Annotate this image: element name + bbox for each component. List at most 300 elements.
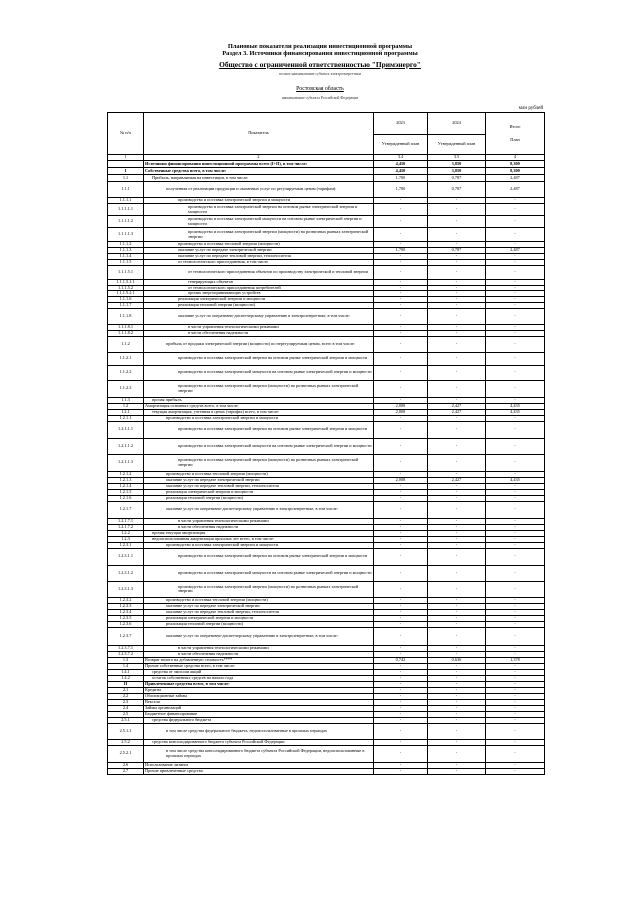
- value-2024: -: [428, 228, 486, 242]
- value-2024: 3,850: [428, 161, 486, 168]
- table-row: [108, 228, 545, 242]
- row-indicator: в части управления технологическими режимами: [144, 518, 374, 524]
- organization-name: Общество с ограниченной ответственностью "Примэнерго": [219, 60, 421, 69]
- value-total: -: [486, 705, 545, 711]
- value-2023: -: [374, 768, 428, 774]
- value-total: -: [486, 242, 545, 248]
- value-2024: -: [428, 651, 486, 657]
- col-header-plan-2024: Утвержденный план: [428, 135, 486, 155]
- value-total: -: [486, 302, 545, 308]
- row-indicator: оказание услуг по передаче электрической энергии: [144, 603, 374, 609]
- row-indicator: производство и поставка тепловой энергии (мощности): [144, 471, 374, 477]
- value-2023: -: [374, 717, 428, 723]
- value-2023: -: [374, 693, 428, 699]
- value-total: -: [486, 603, 545, 609]
- value-total: -: [486, 615, 545, 621]
- value-total: -: [486, 524, 545, 530]
- value-total: -: [486, 548, 545, 565]
- row-indicator: производство и поставка электрической мощности на оптовом рынке электрической энергии и мощности: [144, 216, 374, 228]
- row-indicator: Облигационные займы: [144, 693, 374, 699]
- value-total: -: [486, 204, 545, 216]
- value-total: -: [486, 438, 545, 454]
- value-2024: 2,427: [428, 477, 486, 483]
- value-2023: -: [374, 762, 428, 768]
- value-2024: -: [428, 669, 486, 675]
- value-2023: -: [374, 471, 428, 477]
- value-2023: -: [374, 603, 428, 609]
- row-indicator: в том числе средства федерального бюджета, недоиспользованные в прошлых периодах: [144, 723, 374, 739]
- value-total: -: [486, 675, 545, 681]
- value-2023: -: [374, 711, 428, 717]
- value-2024: -: [428, 266, 486, 280]
- value-2024: -: [428, 242, 486, 248]
- row-indicator: производство и поставка электрической энергии (мощности) на розничных рынках электрической энергии: [144, 581, 374, 597]
- row-number: 2.5.1.1: [108, 723, 144, 739]
- row-number: 1.1.1.5.2: [108, 285, 144, 291]
- table-row: [108, 627, 545, 645]
- value-total: -: [486, 663, 545, 669]
- value-2023: -: [374, 581, 428, 597]
- col-header-number: № п/п: [108, 113, 144, 155]
- value-2023: 4,450: [374, 168, 428, 175]
- value-2023: -: [374, 242, 428, 248]
- table-row: [108, 768, 545, 774]
- value-2024: -: [428, 615, 486, 621]
- value-2023: -: [374, 548, 428, 565]
- value-2024: 3,850: [428, 168, 486, 175]
- value-2023: -: [374, 198, 428, 204]
- row-number: 1.1.2.2: [108, 365, 144, 380]
- row-number: 1.2.2: [108, 530, 144, 536]
- table-row: [108, 352, 545, 365]
- row-number: 1.2: [108, 403, 144, 409]
- row-indicator: от технологического присоединения объектов по производству электрической и тепловой энергии: [144, 266, 374, 280]
- value-total: -: [486, 536, 545, 542]
- value-2024: -: [428, 627, 486, 645]
- row-number: 1.1.1.1.1: [108, 204, 144, 216]
- region-caption: наименование субъекта Российской Федерации: [281, 96, 359, 100]
- value-total: -: [486, 308, 545, 324]
- row-number: 1.2.1.6: [108, 495, 144, 501]
- row-indicator: оказание услуг по передаче электрической энергии: [144, 248, 374, 254]
- row-number: 1.2.3.6: [108, 621, 144, 627]
- row-indicator: производство и поставка электрической мощности на оптовом рынке электрической энергии и мощности: [144, 565, 374, 581]
- value-2024: -: [428, 280, 486, 286]
- row-indicator: реализация тепловой энергии (мощности): [144, 302, 374, 308]
- row-number: 1.2.1.7.1: [108, 518, 144, 524]
- value-2024: -: [428, 471, 486, 477]
- value-2023: -: [374, 723, 428, 739]
- row-number: 1.2.1.7.2: [108, 524, 144, 530]
- value-total: -: [486, 669, 545, 675]
- table-row: [108, 380, 545, 397]
- value-2024: -: [428, 693, 486, 699]
- table-row: [108, 182, 545, 198]
- value-2024: -: [428, 421, 486, 438]
- value-total: -: [486, 336, 545, 352]
- value-2023: -: [374, 365, 428, 380]
- row-number: 1.2.3.2: [108, 597, 144, 603]
- row-number: [108, 161, 144, 168]
- value-total: -: [486, 280, 545, 286]
- value-total: -: [486, 397, 545, 403]
- title-line-2: Раздел 3. Источники финансирования инвестиционной программы: [222, 50, 418, 57]
- value-2023: -: [374, 254, 428, 260]
- value-total: -: [486, 681, 545, 687]
- row-number: 1.1.1.8.1: [108, 324, 144, 330]
- row-indicator: в части управления технологическими режимами: [144, 645, 374, 651]
- document-title: [0, 43, 640, 57]
- value-2024: -: [428, 198, 486, 204]
- row-number: 1.1.1.8: [108, 308, 144, 324]
- value-total: -: [486, 198, 545, 204]
- row-number: II: [108, 681, 144, 687]
- row-number: 1.2.3.1.3: [108, 581, 144, 597]
- value-2024: -: [428, 308, 486, 324]
- value-total: -: [486, 530, 545, 536]
- value-2024: -: [428, 717, 486, 723]
- row-number: 1.1.1.1.2: [108, 216, 144, 228]
- value-total: -: [486, 687, 545, 693]
- row-number: 1.1.1: [108, 182, 144, 198]
- value-2024: -: [428, 330, 486, 336]
- value-2023: 1,700: [374, 182, 428, 198]
- value-2023: -: [374, 597, 428, 603]
- value-2024: 2,427: [428, 403, 486, 409]
- investment-sources-table: [107, 112, 545, 775]
- value-2024: -: [428, 438, 486, 454]
- row-indicator: недоиспользованная амортизация прошлых лет всего, в том числе:: [144, 536, 374, 542]
- value-2024: -: [428, 397, 486, 403]
- row-number: 1.1.1.5: [108, 260, 144, 266]
- row-number: 2.4: [108, 705, 144, 711]
- value-total: -: [486, 565, 545, 581]
- value-total: -: [486, 291, 545, 297]
- row-number: 2.1: [108, 687, 144, 693]
- value-2023: 4,450: [374, 161, 428, 168]
- value-2024: -: [428, 681, 486, 687]
- table-body: [108, 161, 545, 775]
- value-2024: -: [428, 621, 486, 627]
- table-row: [108, 565, 545, 581]
- value-2023: -: [374, 483, 428, 489]
- row-indicator: генерирующих объектов: [144, 280, 374, 286]
- value-2023: -: [374, 397, 428, 403]
- value-total: -: [486, 421, 545, 438]
- row-number: 1.2.1: [108, 409, 144, 415]
- value-2023: -: [374, 285, 428, 291]
- col-index: 3.4: [374, 155, 428, 161]
- units-label: млн рублей: [518, 106, 543, 111]
- value-2023: -: [374, 415, 428, 421]
- value-total: 4,435: [486, 409, 545, 415]
- value-2024: -: [428, 687, 486, 693]
- row-number: 1.2.3.1.2: [108, 565, 144, 581]
- value-total: -: [486, 483, 545, 489]
- value-total: -: [486, 693, 545, 699]
- row-indicator: производство и поставка электрической энергии на оптовом рынке электрической энергии и мощности: [144, 548, 374, 565]
- value-total: -: [486, 266, 545, 280]
- table-row: [108, 175, 545, 182]
- value-2024: -: [428, 483, 486, 489]
- value-2023: -: [374, 681, 428, 687]
- value-2024: -: [428, 380, 486, 397]
- row-indicator: в части управления технологическими режимами: [144, 324, 374, 330]
- value-2023: 2,008: [374, 403, 428, 409]
- row-indicator: производство и поставка электрической энергии и мощности: [144, 415, 374, 421]
- value-total: -: [486, 739, 545, 745]
- table-row: [108, 168, 545, 175]
- row-indicator: Кредиты: [144, 687, 374, 693]
- value-total: -: [486, 324, 545, 330]
- row-indicator: оказание услуг по передаче электрической энергии: [144, 477, 374, 483]
- value-total: -: [486, 352, 545, 365]
- value-2024: -: [428, 645, 486, 651]
- row-indicator: производство и поставка тепловой энергии (мощности): [144, 242, 374, 248]
- row-number: 1.1: [108, 175, 144, 182]
- value-2024: 0,787: [428, 182, 486, 198]
- table-row: [108, 421, 545, 438]
- row-indicator: Векселя: [144, 699, 374, 705]
- row-number: 2.7: [108, 768, 144, 774]
- value-2023: 1,700: [374, 175, 428, 182]
- value-2024: -: [428, 536, 486, 542]
- row-indicator: оказание услуг по передаче тепловой энергии, теплоносителя: [144, 609, 374, 615]
- value-2023: -: [374, 518, 428, 524]
- value-2024: 0,787: [428, 175, 486, 182]
- row-indicator: оказание услуг по оперативно-диспетчерскому управлению в электроэнергетике, в том числе:: [144, 627, 374, 645]
- row-number: 1.2.3.1.1: [108, 548, 144, 565]
- value-2023: -: [374, 663, 428, 669]
- row-indicator: прибыль от продажи электрической энергии (мощности) по нерегулируемым ценам, всего в том числе:: [144, 336, 374, 352]
- value-2024: -: [428, 324, 486, 330]
- value-2024: -: [428, 542, 486, 548]
- value-2024: -: [428, 254, 486, 260]
- value-total: -: [486, 768, 545, 774]
- value-total: 1,378: [486, 657, 545, 663]
- row-indicator: реализация электрической энергии и мощности: [144, 615, 374, 621]
- row-number: 2.3: [108, 699, 144, 705]
- value-2024: -: [428, 296, 486, 302]
- value-total: -: [486, 581, 545, 597]
- value-2023: -: [374, 705, 428, 711]
- value-2023: -: [374, 330, 428, 336]
- col-index: 2: [144, 155, 374, 161]
- value-2023: -: [374, 621, 428, 627]
- value-total: -: [486, 228, 545, 242]
- table-row: [108, 161, 545, 168]
- row-number: 1.2.3.3: [108, 603, 144, 609]
- row-indicator: оказание услуг по оперативно-диспетчерскому управлению в электроэнергетике, в том числе:: [144, 308, 374, 324]
- row-indicator: от технологического присоединения, в том числе: [144, 260, 374, 266]
- row-number: 1.3: [108, 657, 144, 663]
- row-indicator: производство и поставка электрической энергии на оптовом рынке электрической энергии и мощности: [144, 352, 374, 365]
- row-number: 1.1.1.5.1: [108, 266, 144, 280]
- row-indicator: Займы организаций: [144, 705, 374, 711]
- row-indicator: Источники финансирования инвестиционной программы всего (I+II), в том числе:: [144, 161, 374, 168]
- row-number: 1.2.1.1.1: [108, 421, 144, 438]
- col-header-plan-2023: Утвержденный план: [374, 135, 428, 155]
- value-2024: -: [428, 548, 486, 565]
- value-2024: -: [428, 530, 486, 536]
- value-2024: -: [428, 285, 486, 291]
- value-2024: -: [428, 489, 486, 495]
- row-indicator: Амортизация основных средств всего, в том числе:: [144, 403, 374, 409]
- value-2023: -: [374, 530, 428, 536]
- row-number: 1.1.1.3: [108, 248, 144, 254]
- row-number: 2.5.2: [108, 739, 144, 745]
- row-indicator: производство и поставка электрической энергии (мощности) на розничных рынках электрической энергии: [144, 380, 374, 397]
- row-number: 1.4.1: [108, 669, 144, 675]
- value-2023: -: [374, 745, 428, 762]
- value-2024: 2,427: [428, 409, 486, 415]
- col-header-year-2024: 2024: [428, 113, 486, 135]
- col-index: 1: [108, 155, 144, 161]
- row-indicator: в части обеспечения надежности: [144, 651, 374, 657]
- row-indicator: оказание услуг по оперативно-диспетчерскому управлению в электроэнергетике, в том числе:: [144, 501, 374, 518]
- row-indicator: средства федерального бюджета: [144, 717, 374, 723]
- table-row: [108, 266, 545, 280]
- row-number: 1.2.1.1.3: [108, 454, 144, 471]
- value-2024: -: [428, 739, 486, 745]
- value-2024: -: [428, 365, 486, 380]
- row-number: 1.2.1.3: [108, 477, 144, 483]
- row-number: 2.5.1: [108, 717, 144, 723]
- row-number: 1.2.3.7.1: [108, 645, 144, 651]
- value-total: -: [486, 330, 545, 336]
- value-2023: -: [374, 501, 428, 518]
- value-total: 8,300: [486, 168, 545, 175]
- row-indicator: от технологического присоединения потребителей: [144, 285, 374, 291]
- value-total: -: [486, 260, 545, 266]
- col-index: 4: [486, 155, 545, 161]
- row-indicator: Прибыль, направляемая на инвестиции, в том числе:: [144, 175, 374, 182]
- value-2024: -: [428, 745, 486, 762]
- row-indicator: производство и поставка электрической энергии на оптовом рынке электрической энергии и мощности: [144, 421, 374, 438]
- value-total: 4,435: [486, 477, 545, 483]
- value-2023: -: [374, 609, 428, 615]
- value-2023: -: [374, 739, 428, 745]
- value-2023: -: [374, 302, 428, 308]
- value-total: -: [486, 489, 545, 495]
- value-total: -: [486, 296, 545, 302]
- value-total: -: [486, 597, 545, 603]
- row-number: 1.2.1.5: [108, 489, 144, 495]
- value-total: 4,435: [486, 403, 545, 409]
- value-total: -: [486, 609, 545, 615]
- row-number: 1.2.1.7: [108, 501, 144, 518]
- value-2024: -: [428, 216, 486, 228]
- value-2024: -: [428, 302, 486, 308]
- row-number: 2.2: [108, 693, 144, 699]
- row-indicator: в части обеспечения надежности: [144, 330, 374, 336]
- row-indicator: Собственные средства всего, в том числе:: [144, 168, 374, 175]
- row-indicator: остаток собственных средств на начало года: [144, 675, 374, 681]
- table-row: [108, 454, 545, 471]
- table-row: [108, 438, 545, 454]
- value-total: -: [486, 501, 545, 518]
- value-2023: -: [374, 380, 428, 397]
- row-number: 1.2.3.5: [108, 615, 144, 621]
- value-2024: 0,636: [428, 657, 486, 663]
- row-number: 2.6: [108, 762, 144, 768]
- value-2024: 0,787: [428, 248, 486, 254]
- value-total: -: [486, 471, 545, 477]
- col-header-year-2023: 2023: [374, 113, 428, 135]
- row-number: 1.1.1.5.2.1: [108, 291, 144, 297]
- value-2024: -: [428, 581, 486, 597]
- row-indicator: производство и поставка электрической энергии и мощности: [144, 198, 374, 204]
- row-indicator: производство и поставка электрической энергии (мощности) на розничных рынках электрической энергии: [144, 228, 374, 242]
- value-2023: -: [374, 651, 428, 657]
- organization-caption: полное наименование субъекта электроэнергетики: [279, 72, 361, 76]
- value-2024: -: [428, 768, 486, 774]
- row-indicator: Прочие собственные средства всего, в том числе:: [144, 663, 374, 669]
- table-row: [108, 204, 545, 216]
- row-indicator: производство и поставка электрической мощности на оптовом рынке электрической энергии и мощности: [144, 365, 374, 380]
- table-row: [108, 501, 545, 518]
- value-total: 2,487: [486, 248, 545, 254]
- table-row: [108, 216, 545, 228]
- value-total: -: [486, 454, 545, 471]
- value-2024: -: [428, 565, 486, 581]
- value-total: -: [486, 762, 545, 768]
- value-2023: -: [374, 228, 428, 242]
- row-indicator: полученная от реализации продукции и оказанных услуг по регулируемым ценам (тарифам):: [144, 182, 374, 198]
- value-total: -: [486, 711, 545, 717]
- value-2024: -: [428, 699, 486, 705]
- region-name: Ростовская область: [296, 86, 344, 92]
- value-total: -: [486, 627, 545, 645]
- value-2023: -: [374, 542, 428, 548]
- value-total: -: [486, 699, 545, 705]
- row-number: I: [108, 168, 144, 175]
- row-indicator: в том числе средства консолидированного бюджета субъекта Российской Федерации, недоиспользованные в прошлых периодах: [144, 745, 374, 762]
- row-indicator: прочих энергопринимающих устройств: [144, 291, 374, 297]
- value-2023: -: [374, 489, 428, 495]
- row-number: 1.2.3.7.2: [108, 651, 144, 657]
- value-total: -: [486, 365, 545, 380]
- table-row: [108, 308, 545, 324]
- row-indicator: производство и поставка электрической энергии (мощности) на розничных рынках электрической энергии: [144, 454, 374, 471]
- value-2023: -: [374, 536, 428, 542]
- row-indicator: Возврат налога на добавленную стоимость****: [144, 657, 374, 663]
- row-number: 1.2.1.4: [108, 483, 144, 489]
- row-number: 1.1.1.5.1.1: [108, 280, 144, 286]
- value-2023: 2,008: [374, 477, 428, 483]
- value-2023: 1,700: [374, 248, 428, 254]
- row-indicator: производство и поставка электрической энергии и мощности: [144, 542, 374, 548]
- row-number: 2.5.2.1: [108, 745, 144, 762]
- row-indicator: оказание услуг по передаче тепловой энергии, теплоносителя: [144, 254, 374, 260]
- value-2024: -: [428, 723, 486, 739]
- table-row: [108, 723, 545, 739]
- value-total: -: [486, 621, 545, 627]
- value-total: -: [486, 495, 545, 501]
- row-indicator: Прочие привлеченные средства: [144, 768, 374, 774]
- value-2023: -: [374, 204, 428, 216]
- row-indicator: реализация тепловой энергии (мощности): [144, 621, 374, 627]
- row-number: 1.1.2.3: [108, 380, 144, 397]
- row-number: 1.2.3: [108, 536, 144, 542]
- col-header-total: [486, 113, 545, 155]
- value-2023: -: [374, 495, 428, 501]
- value-total: -: [486, 254, 545, 260]
- value-total: -: [486, 717, 545, 723]
- value-2024: -: [428, 518, 486, 524]
- value-2023: -: [374, 291, 428, 297]
- value-2024: -: [428, 352, 486, 365]
